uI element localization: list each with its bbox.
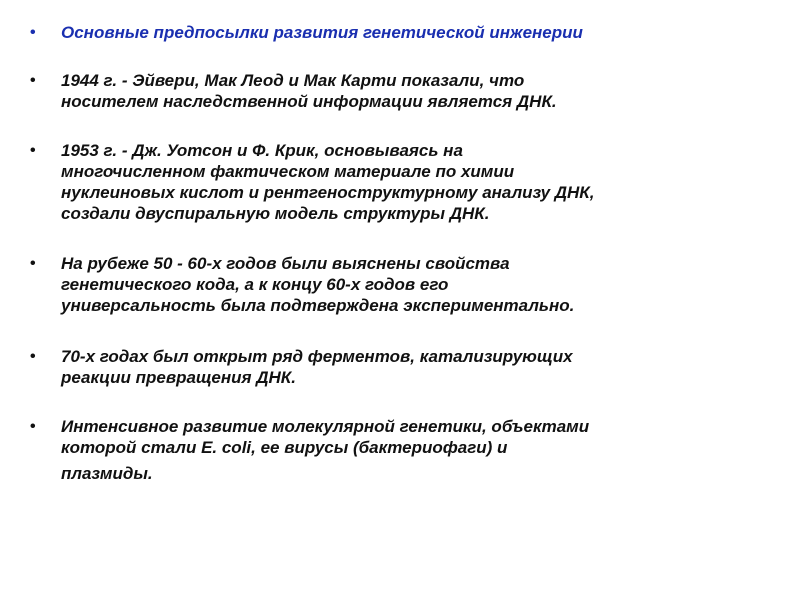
text-line: генетического кода, а к концу 60-х годов его [61,275,449,294]
text-line: На рубеже 50 - 60-х годов были выяснены свойства [61,254,510,273]
bullet-list [0,22,800,484]
heading-bullet [0,22,740,43]
bullet-text [61,253,740,316]
text-line: Интенсивное развитие молекулярной генетики, объектами [61,417,590,436]
text-line: многочисленном фактическом материале по химии [61,162,515,181]
text-line: Основные предпосылки развития генетической инженерии [61,23,583,42]
heading-text [61,22,740,43]
text-line: универсальность была подтверждена экспериментально. [61,296,575,315]
list-item [0,346,740,388]
text-line: реакции превращения ДНК. [61,368,296,387]
bullet-text [61,416,740,484]
list-item [0,70,740,112]
bullet-marker: • [30,72,36,89]
bullet-marker: • [30,418,36,435]
bullet-marker: • [30,142,36,159]
bullet-text [61,70,740,112]
bullet-marker: • [30,255,36,272]
bullet-text [61,140,740,224]
text-line: плазмиды. [61,464,153,483]
list-item [0,140,740,224]
bullet-text [61,346,740,388]
text-line: нуклеиновых кислот и рентгеноструктурному анализу ДНК, [61,183,595,202]
text-line: 1953 г. - Дж. Уотсон и Ф. Крик, основываясь на [61,141,463,160]
text-line: которой стали E. coli, ее вирусы (бактериофаги) и [61,438,508,457]
text-line: носителем наследственной информации является ДНК. [61,92,557,111]
text-line: 70-х годах был открыт ряд ферментов, катализирующих [61,347,573,366]
bullet-marker: • [30,24,36,41]
text-line: 1944 г. - Эйвери, Мак Леод и Мак Карти показали, что [61,71,525,90]
list-item [0,416,740,484]
list-item [0,253,740,316]
bullet-marker: • [30,348,36,365]
text-line: создали двуспиральную модель структуры ДНК. [61,204,490,223]
